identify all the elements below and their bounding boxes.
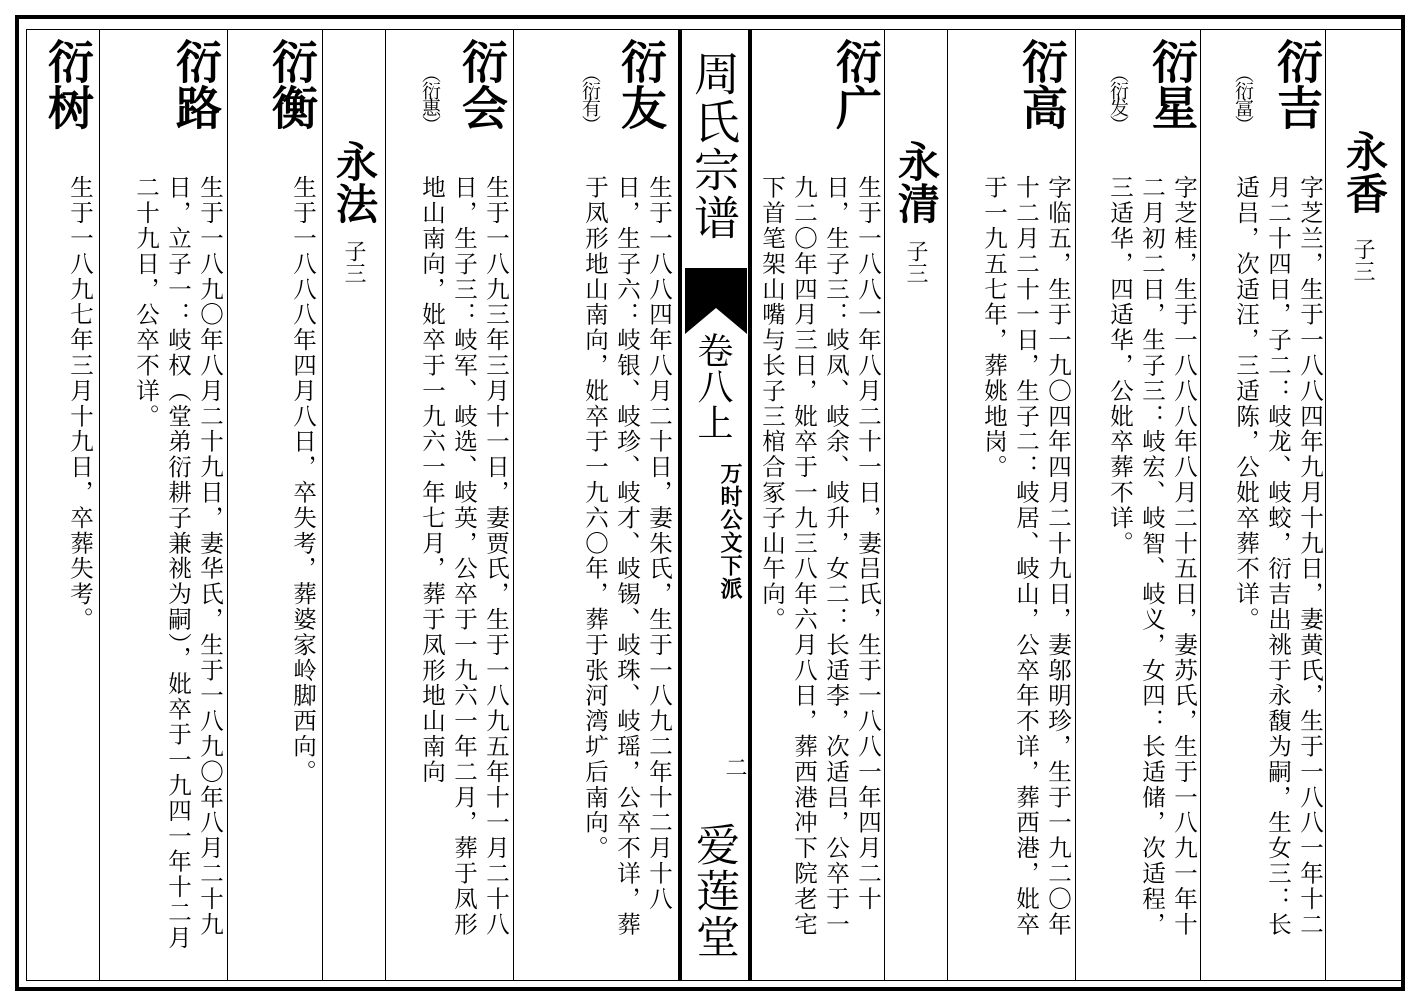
entry-name: 衍会 [455,38,509,130]
spine-divider-right [748,29,752,981]
entry-alias: （衍有） [579,64,601,132]
entry-name: 衍广 [829,38,883,130]
entry-text: 生于一八八八年四月八日，卒失考，葬婆家岭脚西向。 [289,175,317,785]
column-divider [227,29,228,981]
volume-label: 卷八上 [692,332,733,440]
child-count: 子三 [903,240,928,284]
generation-name: 永清 [892,140,941,224]
entry-text: 字芝桂，生于一八八八年八月二十五日，妻苏氏，生于一八九一年十二月初二日，生子三：岐宏、岐智、岐义，女四：长适储，次适程，三适华，四适华，公妣卒葬不详。 [1106,175,1198,937]
column-divider [99,29,100,981]
entry-name: 衍路 [169,38,223,130]
entry-name: 衍高 [1015,38,1069,130]
entry-text: 生于一八九三年三月十一日，妻贾氏，生于一八九五年十一月二十八日，生子三：岐军、岐选、岐英，公卒于一九六一年二月，葬于凤形地山南向，妣卒于一九六一年七月，葬于凤形地山南向 [418,175,510,937]
entry-text: 字临五，生于一九〇四年四月二十九日，妻邬明珍，生于一九二〇年十二月二十一日，生子二：岐居、岐山，公卒年不详，葬西港，妣卒于一九五七年，葬姚地岗。 [980,175,1072,937]
branch-label: 万时公文下派 [717,462,743,600]
column-divider [322,29,323,981]
entry-name: 衍星 [1145,38,1199,130]
page-number: 二 [722,756,747,778]
column-divider [1200,29,1201,981]
column-divider [947,29,948,981]
entry-text: 字芝兰，生于一八八四年九月十九日，妻黄氏，生于一八八一年十二月二十四日，子二：岐龙、岐蛟，衍吉出祧于永馥为嗣，生女三：长适吕，次适汪，三适陈，公妣卒葬不详。 [1232,175,1324,937]
entry-name: 衍衡 [265,38,319,130]
column-divider [1075,29,1076,981]
entry-text: 生于一八八一年八月二十一日，妻吕氏，生于一八八一年四月二十日，生子三：岐凤、岐余、岐升，女二：长适李，次适吕，公卒于一九二〇年四月三日，妣卒于一九三八年六月八日，葬西港冲下院老宅下首笔架山嘴与长子三棺合冢子山午向。 [758,175,882,937]
generation-name: 永香 [1340,130,1389,214]
child-count: 子三 [1350,238,1375,282]
entry-text: 生于一八九七年三月十九日，卒葬失考。 [66,175,94,633]
entry-text: 生于一八八四年八月二十日，妻朱氏，生于一八九二年十二月十八日，生子六：岐银、岐珍、岐才、岐锡、岐珠、岐瑶，公卒不详，葬于凤形地山南向，妣卒于一九六〇年，葬于张河湾圹后南向。 [581,175,673,937]
child-count: 子三 [341,240,366,284]
entry-text: 生于一八九〇年八月二十九日，妻华氏，生于一八九〇年八月二十九日，立子一：岐权（堂弟衍耕子兼祧为嗣），妣卒于一九四一年十二月二十九日，公卒不详。 [132,175,224,951]
entry-alias: （衍惠） [419,64,441,132]
column-divider [385,29,386,981]
hall-name: 爱莲堂 [688,822,739,960]
book-title: 周氏宗谱 [687,50,741,242]
entry-alias: （衍富） [1232,64,1254,132]
generation-name: 永法 [330,140,379,224]
entry-name: 衍吉 [1270,38,1324,130]
entry-alias: （衍发） [1107,64,1129,132]
entry-name: 衍友 [614,38,668,130]
column-divider [884,29,885,981]
entry-name: 衍树 [41,38,95,130]
column-divider [513,29,514,981]
spine-divider-left [678,29,682,981]
